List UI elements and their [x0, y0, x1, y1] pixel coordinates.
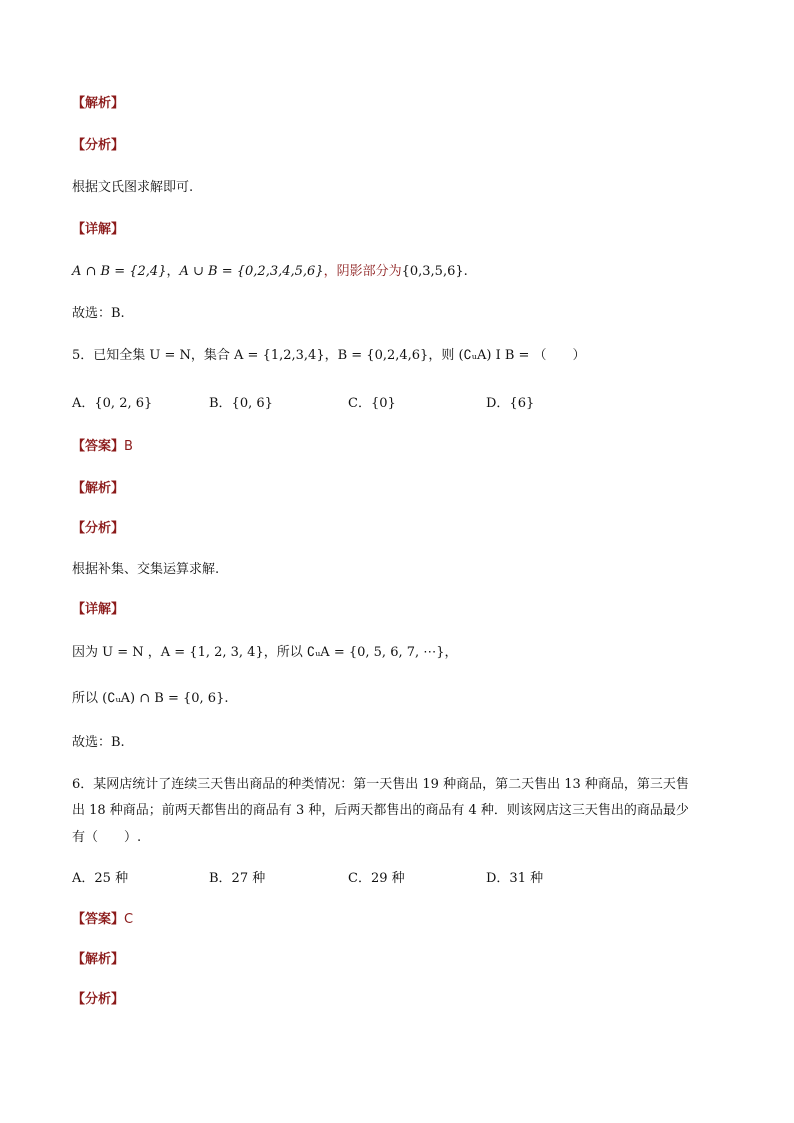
q6-stem-line-1: 6．某网店统计了连续三天售出商品的种类情况：第一天售出 19 种商品，第二天售出 13 种商品，第三天售: [72, 777, 689, 792]
q5-section-jiexi: 【解析】: [72, 481, 125, 496]
q5-option-a: A．{0, 2, 6}: [72, 396, 153, 411]
q6-option-c: C．29 种: [348, 871, 405, 886]
q5-answer-value: B: [124, 439, 133, 454]
q5-stem: 5．已知全集 U = N，集合 A = {1,2,3,4}，B = {0,2,4,6}，则 (∁ᵤA) I B = （ ）: [72, 348, 586, 363]
q4-analysis-text: 根据文氏图求解即可.: [72, 180, 194, 195]
section-header-xiangjie: 【详解】: [72, 222, 125, 237]
q5-section-fenxi: 【分析】: [72, 521, 125, 536]
q5-answer: [72, 437, 133, 457]
q6-section-jiexi: 【解析】: [72, 952, 125, 967]
q4-choose: 故选：B.: [72, 306, 125, 321]
q4-intersection: A ∩ B = {2,4}: [72, 264, 167, 279]
q4-union: A ∪ B = {0,2,3,4,5,6}: [179, 264, 324, 279]
q5-answer-label: 【答案】: [72, 439, 125, 454]
q5-option-b: B．{0, 6}: [209, 396, 273, 411]
q4-sep: ，: [166, 264, 180, 279]
q6-stem-line-3: 有（ ）.: [72, 830, 142, 845]
q6-section-fenxi: 【分析】: [72, 992, 125, 1007]
section-header-fenxi: 【分析】: [72, 138, 125, 153]
q5-detail-2: 所以 (∁ᵤA) ∩ B = {0, 6}.: [72, 691, 229, 706]
q5-analysis-text: 根据补集、交集运算求解.: [72, 562, 220, 577]
q5-option-c: C．{0}: [348, 396, 396, 411]
q4-detail-line: [72, 262, 468, 282]
q6-option-a: A．25 种: [72, 871, 129, 886]
q4-shade-set: {0,3,5,6}: [401, 264, 464, 279]
q5-choose: 故选：B.: [72, 735, 125, 750]
q6-option-d: D．31 种: [486, 871, 544, 886]
q6-stem-line-2: 出 18 种商品；前两天都售出的商品有 3 种，后两天都售出的商品有 4 种．则该网店这三天售出的商品最少: [72, 803, 689, 818]
q6-option-b: B．27 种: [209, 871, 266, 886]
q6-answer-value: C: [124, 912, 134, 927]
q6-answer-label: 【答案】: [72, 912, 125, 927]
q5-section-xiangjie: 【详解】: [72, 602, 125, 617]
q6-answer: [72, 910, 133, 930]
section-header-jiexi: 【解析】: [72, 96, 125, 111]
q4-end: .: [463, 264, 468, 279]
q4-shade-text: ，阴影部分为: [323, 264, 402, 279]
q5-option-d: D．{6}: [486, 396, 535, 411]
q5-detail-1: 因为 U = N ，A = {1, 2, 3, 4}，所以 ∁ᵤA = {0, 5, 6, 7, ⋯}，: [72, 645, 458, 660]
